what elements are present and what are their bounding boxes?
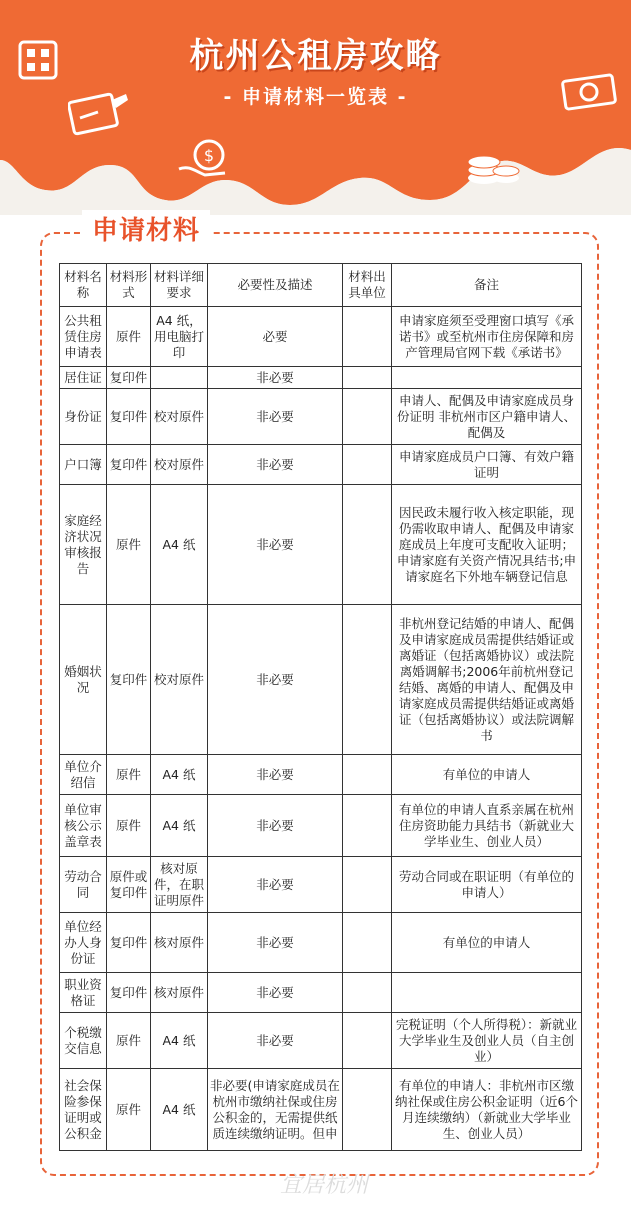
table-header-row (60, 264, 582, 307)
cell-name: 婚姻状况 (60, 605, 107, 755)
cell-req: A4 纸 (151, 755, 208, 795)
cell-form: 原件 (107, 1013, 151, 1069)
cell-note: 有单位的申请人 (392, 913, 582, 973)
cell-name: 居住证 (60, 367, 107, 389)
cell-form: 复印件 (107, 389, 151, 445)
cell-note (392, 973, 582, 1013)
table-row (60, 1069, 582, 1151)
cell-form: 原件 (107, 755, 151, 795)
cell-form: 原件或复印件 (107, 857, 151, 913)
header-cell: 必要性及描述 (208, 264, 343, 307)
cell-req (151, 367, 208, 389)
header-cell: 材料形式 (107, 264, 151, 307)
cell-note: 申请家庭须至受理窗口填写《承诺书》或至杭州市住房保障和房产管理局官网下载《承诺书》 (392, 307, 582, 367)
cell-form: 复印件 (107, 913, 151, 973)
cell-necessity: 非必要 (208, 605, 343, 755)
cell-req: A4 纸 (151, 1069, 208, 1151)
cell-name: 社会保险参保证明或公积金 (60, 1069, 107, 1151)
cell-name: 单位介绍信 (60, 755, 107, 795)
table-row (60, 913, 582, 973)
page-subtitle: - 申请材料一览表 - (223, 86, 408, 108)
cell-req: 核对原件 (151, 973, 208, 1013)
cell-note: 有单位的申请人直系亲属在杭州住房资助能力具结书（新就业大学毕业生、创业人员） (392, 795, 582, 857)
cell-name: 职业资格证 (60, 973, 107, 1013)
table-row (60, 1013, 582, 1069)
table-row (60, 973, 582, 1013)
cell-issuer (343, 973, 392, 1013)
cell-issuer (343, 913, 392, 973)
header-banner (0, 0, 631, 215)
cell-form: 原件 (107, 1069, 151, 1151)
table-row (60, 755, 582, 795)
svg-text:$: $ (203, 146, 215, 165)
coin-hand-icon (175, 135, 231, 181)
cell-note: 因民政未履行收入核定职能，现仍需收取申请人、配偶及申请家庭成员上年度可支配收入证明；申请家庭有关资产情况具结书;申请家庭名下外地车辆登记信息 (392, 485, 582, 605)
cell-name: 个税缴交信息 (60, 1013, 107, 1069)
cell-note: 完税证明（个人所得税）：新就业大学毕业生及创业人员（自主创业） (392, 1013, 582, 1069)
cell-issuer (343, 1013, 392, 1069)
cell-necessity: 非必要 (208, 1013, 343, 1069)
cell-name: 户口簿 (60, 445, 107, 485)
cell-issuer (343, 367, 392, 389)
table-row (60, 389, 582, 445)
cell-note (392, 367, 582, 389)
cell-note: 申请人、配偶及申请家庭成员身份证明 非杭州市区户籍申请人、配偶及 (392, 389, 582, 445)
cell-name: 家庭经济状况审核报告 (60, 485, 107, 605)
cell-issuer (343, 857, 392, 913)
table-row (60, 605, 582, 755)
cell-name: 身份证 (60, 389, 107, 445)
cell-req: 核对原件，在职证明原件 (151, 857, 208, 913)
cell-note: 劳动合同或在职证明（有单位的申请人） (392, 857, 582, 913)
table-row (60, 795, 582, 857)
cell-note: 有单位的申请人 (392, 755, 582, 795)
cell-issuer (343, 445, 392, 485)
cell-issuer (343, 605, 392, 755)
cell-form: 复印件 (107, 605, 151, 755)
cell-form: 原件 (107, 307, 151, 367)
header-cell: 材料出具单位 (343, 264, 392, 307)
cell-necessity: 非必要 (208, 973, 343, 1013)
cell-name: 单位审核公示盖章表 (60, 795, 107, 857)
cell-necessity: 非必要 (208, 857, 343, 913)
cell-necessity: 非必要 (208, 755, 343, 795)
table-row (60, 307, 582, 367)
header-cell: 材料名称 (60, 264, 107, 307)
cell-note: 申请家庭成员户口簿、有效户籍证明 (392, 445, 582, 485)
cell-issuer (343, 307, 392, 367)
cell-issuer (343, 485, 392, 605)
cell-form: 原件 (107, 485, 151, 605)
cell-necessity: 非必要 (208, 389, 343, 445)
cell-issuer (343, 755, 392, 795)
coin-stack-icon (462, 140, 522, 190)
cell-note: 非杭州登记结婚的申请人、配偶及申请家庭成员需提供结婚证或离婚证（包括离婚协议）或法院离婚调解书;2006年前杭州登记结婚、离婚的申请人、配偶及申请家庭成员需提供结婚证或离婚证（包括离婚协议）或法院调解书 (392, 605, 582, 755)
cell-name: 公共租赁住房申请表 (60, 307, 107, 367)
cell-necessity: 必要 (208, 307, 343, 367)
cell-note: 有单位的申请人：非杭州市区缴纳社保或住房公积金证明（近6个月连续缴纳）（新就业大学毕业生、创业人员） (392, 1069, 582, 1151)
cell-name: 劳动合同 (60, 857, 107, 913)
cell-issuer (343, 1069, 392, 1151)
header-cell: 备注 (392, 264, 582, 307)
cell-form: 原件 (107, 795, 151, 857)
cell-necessity: 非必要(申请家庭成员在杭州市缴纳社保或住房公积金的，无需提供纸质连续缴纳证明。但申 (208, 1069, 343, 1151)
materials-table (59, 263, 582, 1151)
cell-issuer (343, 389, 392, 445)
cell-necessity: 非必要 (208, 485, 343, 605)
cell-necessity: 非必要 (208, 445, 343, 485)
cell-necessity: 非必要 (208, 367, 343, 389)
cell-form: 复印件 (107, 445, 151, 485)
table-row (60, 485, 582, 605)
table-row (60, 367, 582, 389)
page-title: 杭州公租房攻略 (189, 36, 442, 76)
cell-req: 校对原件 (151, 389, 208, 445)
header-cell: 材料详细要求 (151, 264, 208, 307)
cell-issuer (343, 795, 392, 857)
cell-req: A4 纸，用电脑打印 (151, 307, 208, 367)
cell-req: 核对原件 (151, 913, 208, 973)
cell-req: A4 纸 (151, 1013, 208, 1069)
cell-form: 复印件 (107, 367, 151, 389)
cell-necessity: 非必要 (208, 795, 343, 857)
cell-form: 复印件 (107, 973, 151, 1013)
cell-req: A4 纸 (151, 795, 208, 857)
table-row (60, 445, 582, 485)
cell-name: 单位经办人身份证 (60, 913, 107, 973)
cell-necessity: 非必要 (208, 913, 343, 973)
watermark: 宜居杭州 (280, 1173, 369, 1198)
cell-req: A4 纸 (151, 485, 208, 605)
cell-req: 校对原件 (151, 605, 208, 755)
table-row (60, 857, 582, 913)
cell-req: 校对原件 (151, 445, 208, 485)
section-title: 申请材料 (82, 210, 210, 247)
